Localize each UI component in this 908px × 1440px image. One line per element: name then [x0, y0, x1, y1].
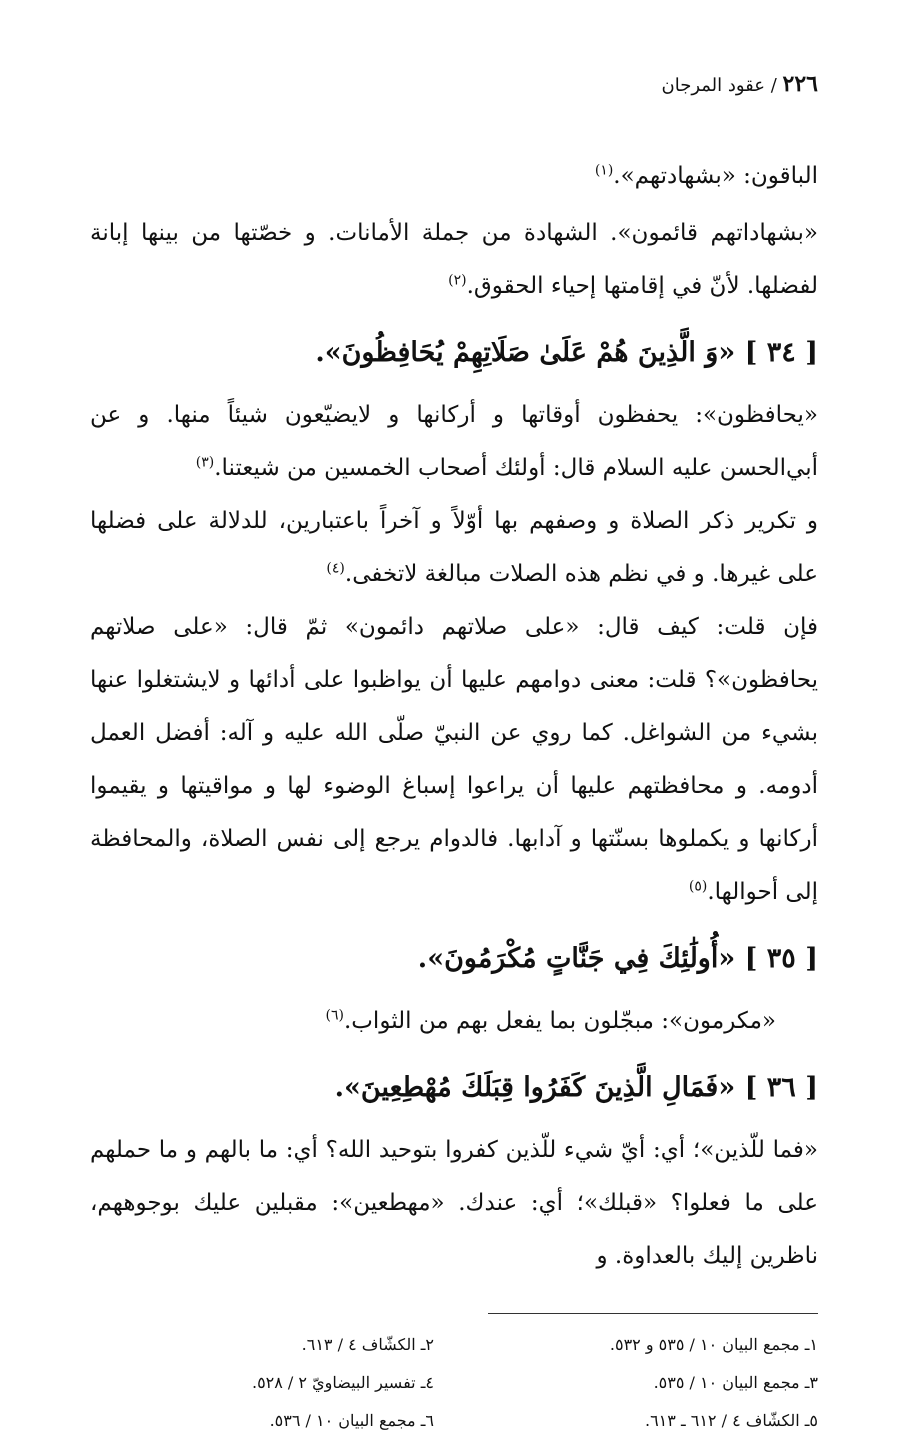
paragraph-testimony: [90, 207, 818, 313]
footnote-6: ٦ـ مجمع البيان ١٠ / ٥٣٦.: [269, 1411, 434, 1430]
footnote-3: ٣ـ مجمع البيان ١٠ / ٥٣٥.: [653, 1373, 818, 1392]
header-separator: /: [765, 75, 783, 96]
paragraph-variant-reading: [90, 150, 818, 203]
footnote-marker: (٢): [448, 272, 467, 289]
paragraph-text: الباقون: «بشهادتهم».: [613, 163, 818, 189]
paragraph-question-answer: [90, 601, 818, 919]
footnote-marker: (٦): [325, 1007, 344, 1024]
footnote-marker: (٤): [326, 560, 345, 577]
paragraph-text: «بشهاداتهم قائمون». الشهادة من جملة الأمانات. و خصّتها من بينها إبانة لفضلها. لأنّ في إقامتها إحياء الحقوق.: [90, 220, 818, 299]
paragraph-repetition: [90, 495, 818, 601]
footnote-5: ٥ـ الكشّاف ٤ / ٦١٢ ـ ٦١٣.: [644, 1411, 818, 1430]
paragraph-text: «مكرمون»: مبجّلون بما يفعل بهم من الثواب.: [343, 1008, 776, 1034]
footnote-1: ١ـ مجمع البيان ١٠ / ٥٣٥ و ٥٣٢.: [609, 1335, 818, 1354]
footnote-marker: (٣): [195, 454, 215, 471]
book-title: عقود المرجان: [661, 75, 766, 96]
paragraph-mukramun: [90, 995, 818, 1048]
verse-heading-35: [ ٣٥ ] «أُولَٰئِكَ فِي جَنَّاتٍ مُكْرَمُونَ».: [417, 943, 818, 974]
footnote-marker: (١): [594, 162, 614, 179]
footnote-2: ٢ـ الكشّاف ٤ / ٦١٣.: [301, 1335, 434, 1354]
verse-heading-34: [ ٣٤ ] «وَ الَّذِينَ هُمْ عَلَىٰ صَلَاتِهِمْ يُحَافِظُونَ».: [315, 337, 818, 368]
footnote-divider: [488, 1313, 818, 1314]
page-number: ٢٢٦: [782, 71, 818, 97]
verse-heading-36: [ ٣٦ ] «فَمَالِ الَّذِينَ كَفَرُوا قِبَلَكَ مُهْطِعِينَ».: [334, 1072, 818, 1103]
paragraph-text: «فما للّذين»؛ أي: أيّ شيء للّذين كفروا بتوحيد الله؟ أي: ما بالهم و ما حملهم على ما فعلوا؟ «قبلك»؛ أي: عندك. «مهطعين»: مقبلين عليك بوجوههم، ناظرين إليك بالعداوة. و: [90, 1137, 818, 1269]
footnotes: [90, 1326, 818, 1440]
running-header: [90, 70, 818, 100]
paragraph-fama-lilladhina: [90, 1124, 818, 1283]
footnote-marker: (٥): [688, 878, 708, 895]
paragraph-text: و تكرير ذكر الصلاة و وصفهم بها أوّلاً و آخراً باعتبارين، للدلالة على فضلها على غيرها. و في نظم هذه الصلات مبالغة لاتخفى.: [90, 508, 818, 587]
paragraph-text: فإن قلت: كيف قال: «على صلاتهم دائمون» ثمّ قال: «على صلاتهم يحافظون»؟ قلت: معنى دوامهم عليها أن يواظبوا على أدائها و لايشتغلوا عنها بشيء من الشواغل. كما روي عن النبيّ صلّى الله عليه و آله: أفضل العمل أدومه. و محافظتهم عليها أن يراعوا إسباغ الوضوء لها و مواقيتها و يقيموا أركانها و يكملوها بسنّتها و آدابها. فالدوام يرجع إلى نفس الصلاة، والمحافظة إلى أحوالها.: [90, 614, 818, 905]
footnote-4: ٤ـ تفسير البيضاويّ ٢ / ٥٢٨.: [251, 1373, 434, 1392]
paragraph-text: «يحافظون»: يحفظون أوقاتها و أركانها و لايضيّعون شيئاً منها. و عن أبي‌الحسن عليه السلام قال: أولئك أصحاب الخمسين من شيعتنا.: [90, 402, 818, 481]
paragraph-yuhafizun: [90, 389, 818, 495]
